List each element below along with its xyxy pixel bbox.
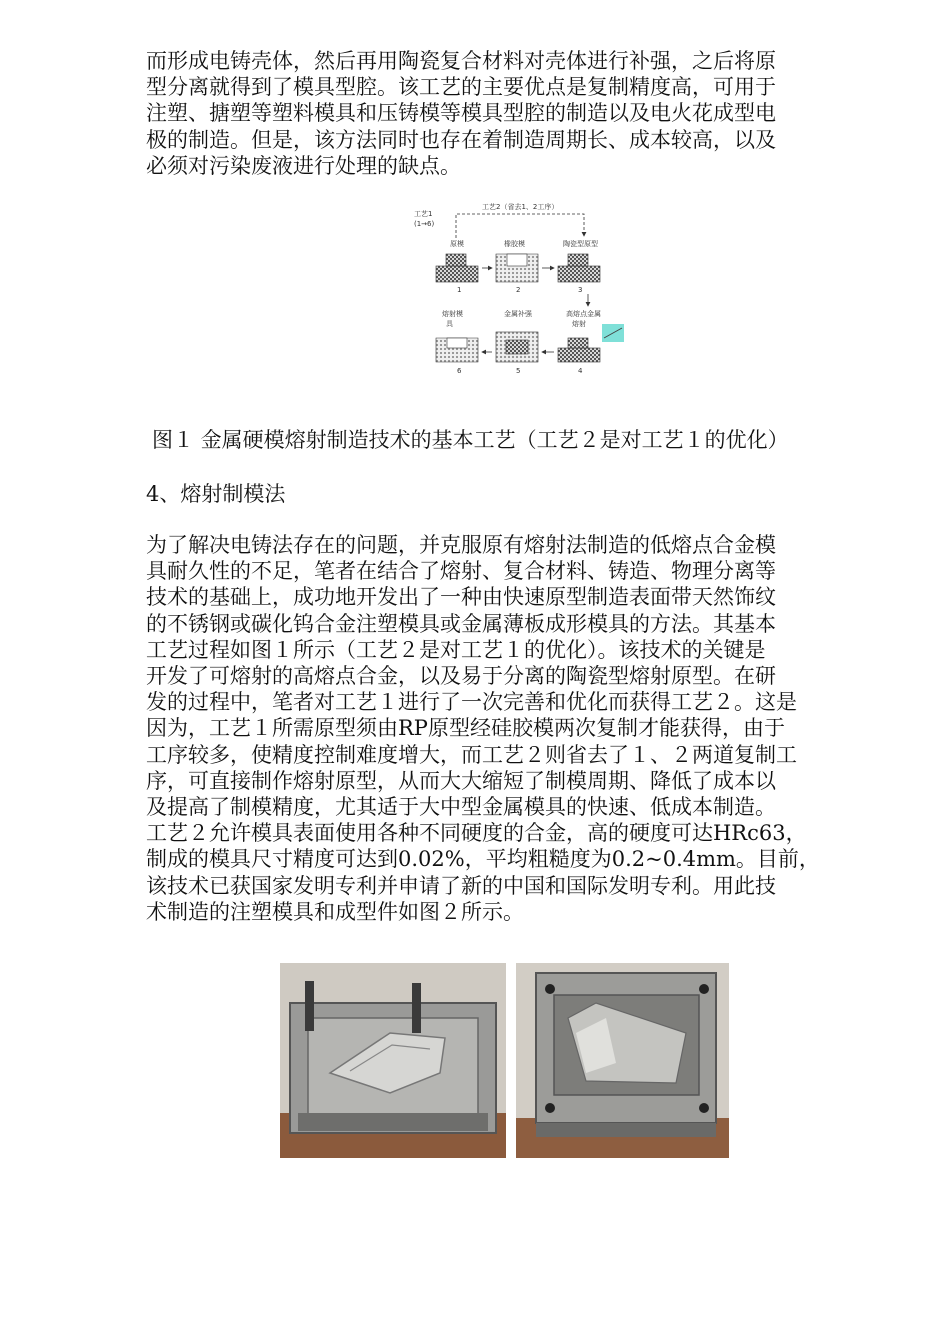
text-line: 该技术已获国家发明专利并申请了新的中国和国际发明专利。用此技	[146, 873, 776, 898]
step4-label-b: 熔射	[572, 320, 586, 328]
text-line: 为了解决电铸法存在的问题，并克服原有熔射法制造的低熔点合金模	[146, 533, 776, 557]
section-heading: 4、熔射制模法	[146, 482, 286, 506]
text-line: 而形成电铸壳体，然后再用陶瓷复合材料对壳体进行补强，之后将原	[146, 49, 776, 73]
step2-label: 橡胶模	[504, 240, 525, 248]
text-line: 具耐久性的不足，笔者在结合了熔射、复合材料、铸造、物理分离等	[146, 559, 776, 584]
step4-block	[558, 324, 624, 362]
figure1-caption: 图１ 金属硬模熔射制造技术的基本工艺（工艺２是对工艺１的优化）	[152, 428, 789, 452]
top-note: 工艺2（省去1、2工序）	[482, 203, 559, 211]
step1-block	[436, 254, 478, 282]
text-line: 的不锈钢或碳化钨合金注塑模具或金属薄板成形模具的方法。其基本	[146, 611, 776, 636]
step6-block	[436, 338, 478, 362]
step3-label: 陶瓷型原型	[563, 240, 598, 248]
text-line: 工序较多，使精度控制难度增大，而工艺２则省去了１、２两道复制工	[146, 742, 797, 767]
process-label: 工艺1	[414, 210, 433, 218]
step3-block	[558, 254, 600, 282]
text-line: 因为，工艺１所需原型须由RP原型经硅胶模两次复制才能获得，由于	[146, 716, 785, 741]
step6-label-b: 具	[446, 320, 453, 328]
step1-label: 原模	[450, 240, 464, 248]
text-line: 型分离就得到了模具型腔。该工艺的主要优点是复制精度高，可用于	[146, 75, 776, 100]
intro-paragraph	[146, 48, 886, 179]
text-line: 必须对污染废液进行处理的缺点。	[146, 153, 461, 178]
text-line: 注塑、搪塑等塑料模具和压铸模等模具型腔的制造以及电火花成型电	[146, 101, 776, 126]
step2-number: 2	[516, 286, 521, 294]
text-line: 及提高了制模精度，尤其适于大中型金属模具的快速、低成本制造。	[146, 795, 776, 820]
text-line: 工艺２允许模具表面使用各种不同硬度的合金，高的硬度可达HRc63，	[146, 821, 807, 846]
step2-block	[496, 254, 538, 282]
step4-label-a: 高熔点金属	[566, 310, 601, 318]
step6-number: 6	[457, 367, 462, 375]
step5-block	[496, 332, 538, 362]
text-line: 工艺过程如图１所示（工艺２是对工艺１的优化）。该技术的关键是	[146, 637, 766, 662]
text-line: 技术的基础上，成功地开发出了一种由快速原型制造表面带天然饰纹	[146, 585, 776, 610]
step5-number: 5	[516, 367, 521, 375]
step5-label: 金属补强	[504, 310, 532, 318]
step6-label-a: 熔射模	[442, 310, 463, 318]
text-line: 制成的模具尺寸精度可达到0.02%，平均粗糙度为0.2~0.4mm。目前，	[146, 847, 820, 872]
text-line: 序，可直接制作熔射原型，从而大大缩短了制模周期、降低了成本以	[146, 768, 776, 793]
step3-number: 3	[578, 286, 583, 294]
step1-number: 1	[457, 286, 462, 294]
text-line: 极的制造。但是，该方法同时也存在着制造周期长、成本较高，以及	[146, 127, 776, 152]
text-line: 开发了可熔射的高熔点合金，以及易于分离的陶瓷型熔射原型。在研	[146, 664, 776, 689]
body-paragraph	[146, 532, 886, 925]
text-line: 术制造的注塑模具和成型件如图２所示。	[146, 899, 524, 924]
process-diagram	[412, 200, 644, 392]
mold-photo-left	[280, 963, 506, 1158]
process-range: (1→6)	[414, 220, 435, 228]
mold-photo-right	[516, 963, 729, 1158]
step4-number: 4	[578, 367, 583, 375]
text-line: 发的过程中，笔者对工艺１进行了一次完善和优化而获得工艺２。这是	[146, 690, 797, 715]
